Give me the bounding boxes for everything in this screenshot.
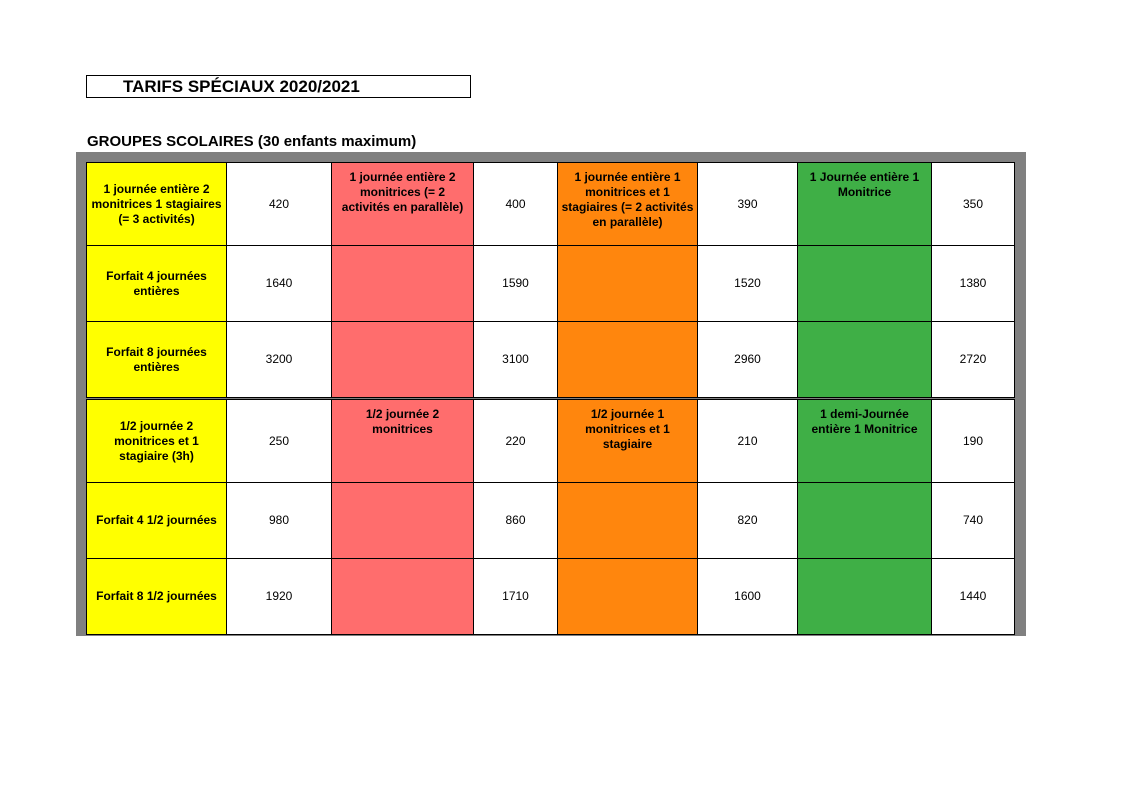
price-cell: 1600 — [698, 559, 798, 635]
price-cell: 1710 — [474, 559, 558, 635]
price-cell: 210 — [698, 400, 798, 483]
price-cell: 1640 — [227, 246, 332, 322]
table-row — [87, 246, 1015, 322]
color-band-orange — [558, 322, 698, 398]
color-band-red — [332, 559, 474, 635]
price-cell: 1590 — [474, 246, 558, 322]
table-row — [87, 322, 1015, 398]
column-header-red: 1/2 journée 2 monitrices — [332, 400, 474, 483]
row-label: Forfait 8 journées entières — [87, 322, 227, 398]
color-band-orange — [558, 559, 698, 635]
row-label: Forfait 4 journées entières — [87, 246, 227, 322]
full-day-pricing-table — [86, 162, 1015, 398]
price-cell: 2960 — [698, 322, 798, 398]
row-label: 1 journée entière 2 monitrices 1 stagiaires (= 3 activités) — [87, 163, 227, 246]
pricing-frame — [76, 152, 1026, 636]
column-header-green: 1 demi-Journée entière 1 Monitrice — [798, 400, 932, 483]
price-cell: 250 — [227, 400, 332, 483]
color-band-orange — [558, 483, 698, 559]
price-cell: 390 — [698, 163, 798, 246]
page-title: TARIFS SPÉCIAUX 2020/2021 — [86, 75, 471, 98]
color-band-green — [798, 322, 932, 398]
price-cell: 190 — [932, 400, 1015, 483]
price-cell: 350 — [932, 163, 1015, 246]
half-day-pricing-table — [86, 399, 1015, 635]
price-cell: 980 — [227, 483, 332, 559]
color-band-green — [798, 246, 932, 322]
table-row — [87, 163, 1015, 246]
row-label: 1/2 journée 2 monitrices et 1 stagiaire (3h) — [87, 400, 227, 483]
price-cell: 1380 — [932, 246, 1015, 322]
price-cell: 1440 — [932, 559, 1015, 635]
table-row — [87, 400, 1015, 483]
price-cell: 1920 — [227, 559, 332, 635]
color-band-green — [798, 559, 932, 635]
color-band-red — [332, 322, 474, 398]
price-cell: 400 — [474, 163, 558, 246]
column-header-orange: 1 journée entière 1 monitrices et 1 stagiaires (= 2 activités en parallèle) — [558, 163, 698, 246]
section-subtitle: GROUPES SCOLAIRES (30 enfants maximum) — [87, 133, 417, 150]
color-band-red — [332, 483, 474, 559]
price-cell: 220 — [474, 400, 558, 483]
row-label: Forfait 4 1/2 journées — [87, 483, 227, 559]
table-row — [87, 559, 1015, 635]
price-cell: 1520 — [698, 246, 798, 322]
color-band-orange — [558, 246, 698, 322]
price-cell: 860 — [474, 483, 558, 559]
price-cell: 3100 — [474, 322, 558, 398]
price-cell: 740 — [932, 483, 1015, 559]
column-header-red: 1 journée entière 2 monitrices (= 2 activités en parallèle) — [332, 163, 474, 246]
table-row — [87, 483, 1015, 559]
column-header-green: 1 Journée entière 1 Monitrice — [798, 163, 932, 246]
column-header-orange: 1/2 journée 1 monitrices et 1 stagiaire — [558, 400, 698, 483]
color-band-red — [332, 246, 474, 322]
price-cell: 820 — [698, 483, 798, 559]
price-cell: 3200 — [227, 322, 332, 398]
color-band-green — [798, 483, 932, 559]
price-cell: 2720 — [932, 322, 1015, 398]
price-cell: 420 — [227, 163, 332, 246]
row-label: Forfait 8 1/2 journées — [87, 559, 227, 635]
